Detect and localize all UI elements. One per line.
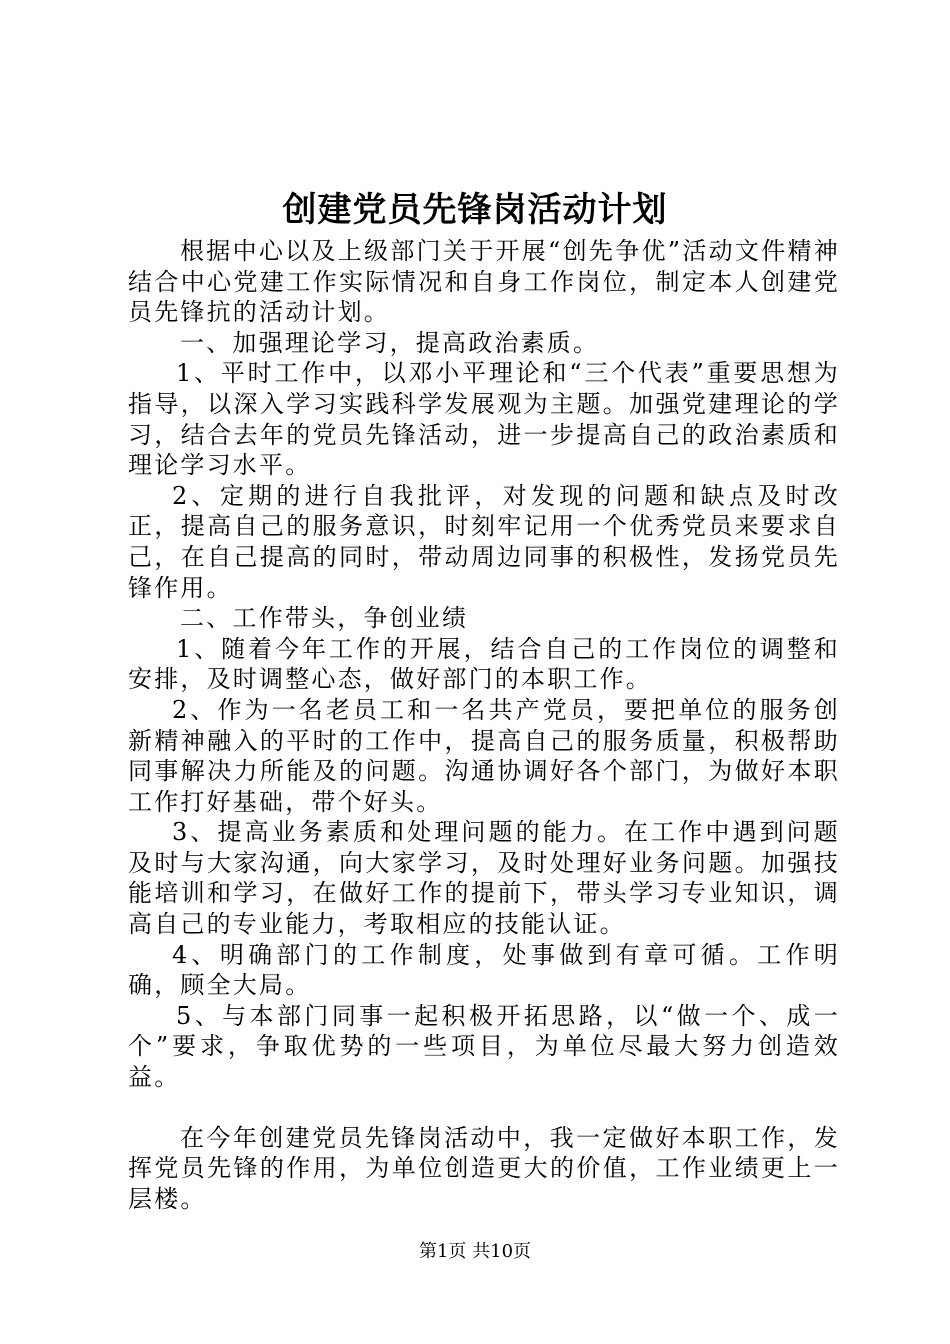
section-2-item-4: 4、明确部门的工作制度，处事做到有章可循。工作明确，顾全大局。 (128, 940, 840, 1000)
section-1-item-2: 2、定期的进行自我批评，对发现的问题和缺点及时改正，提高自己的服务意识，时刻牢记用一个优秀党员来要求自己，在自己提高的同时，带动周边同事的积极性，发扬党员先锋作用。 (128, 481, 840, 602)
section-heading-1: 一、加强理论学习，提高政治素质。 (180, 328, 600, 357)
section-1-item-1: 1、平时工作中，以邓小平理论和“三个代表”重要思想为指导，以深入学习实践科学发展观为主题。加强党建理论的学习，结合去年的党员先锋活动，进一步提高自己的政治素质和理论学习水平。 (128, 359, 840, 480)
document-title: 创建党员先锋岗活动计划 (282, 190, 668, 230)
page-footer: 第1页 共10页 (418, 1241, 532, 1262)
intro-paragraph: 根据中心以及上级部门关于开展“创先争优”活动文件精神结合中心党建工作实际情况和自身工作岗位，制定本人创建党员先锋抗的活动计划。 (128, 237, 840, 327)
section-2-item-1: 1、随着今年工作的开展，结合自己的工作岗位的调整和安排，及时调整心态，做好部门的本职工作。 (128, 634, 840, 694)
document-body (128, 236, 840, 1214)
closing-paragraph: 在今年创建党员先锋岗活动中，我一定做好本职工作，发挥党员先锋的作用，为单位创造更大的价值，工作业绩更上一层楼。 (128, 1123, 840, 1213)
section-2-item-2: 2、作为一名老员工和一名共产党员，要把单位的服务创新精神融入的平时的工作中，提高自己的服务质量，积极帮助同事解决力所能及的问题。沟通协调好各个部门，为做好本职工作打好基础，带个好头。 (128, 695, 840, 816)
section-2-item-3: 3、提高业务素质和处理问题的能力。在工作中遇到问题及时与大家沟通，向大家学习，及时处理好业务问题。加强技能培训和学习，在做好工作的提前下，带头学习专业知识，调高自己的专业能力，考取相应的技能认证。 (128, 818, 840, 939)
section-2-item-5: 5、与本部门同事一起积极开拓思路，以“做一个、成一个”要求，争取优势的一些项目，为单位尽最大努力创造效益。 (128, 1001, 840, 1092)
section-heading-2: 二、工作带头，争创业绩 (180, 604, 469, 633)
